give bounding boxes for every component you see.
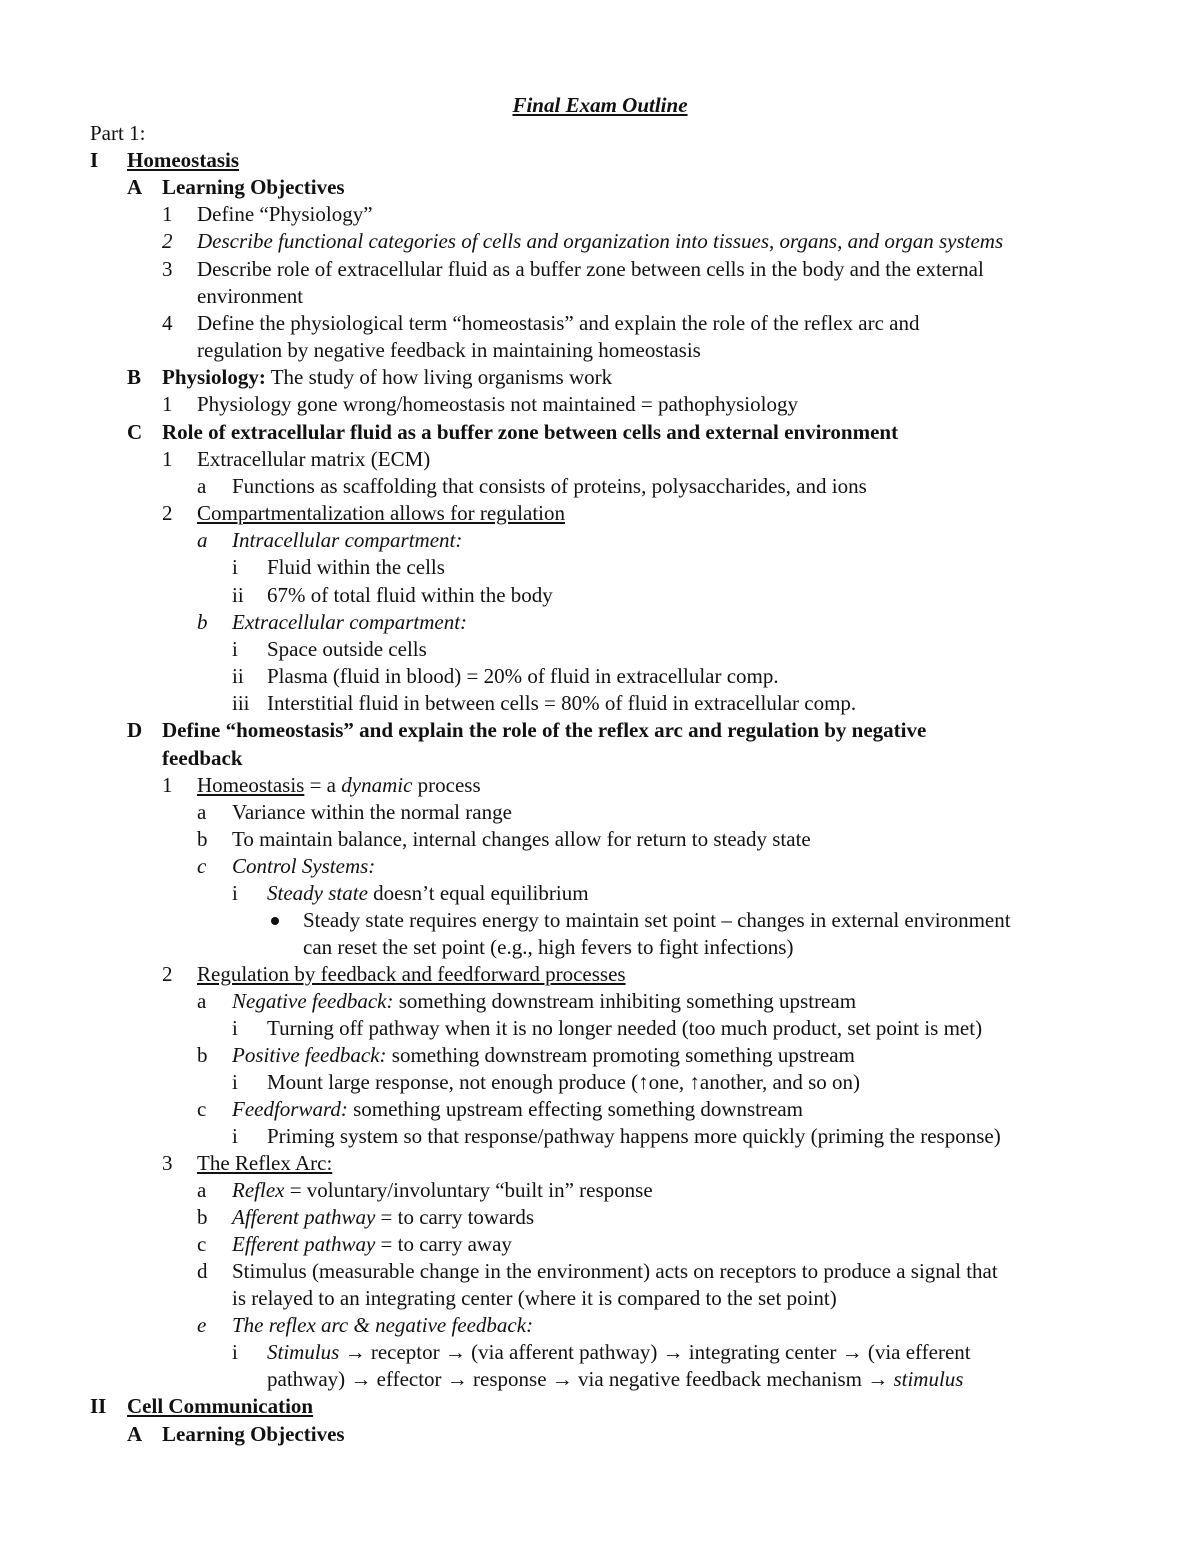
text-fragment: something upstream effecting something downstream [347, 1097, 803, 1121]
outline-text: Compartmentalization allows for regulation [197, 501, 565, 525]
outline-item [0, 1312, 1200, 1339]
outline-marker: a [197, 474, 207, 498]
outline-item [0, 1123, 1200, 1150]
term-label: Physiology: [162, 365, 266, 389]
outline-text: The reflex arc & negative feedback: [232, 1313, 534, 1337]
outline-marker: c [197, 854, 207, 878]
emphasis: Steady state [267, 881, 368, 905]
outline-marker: iii [232, 691, 250, 715]
outline-text: Extracellular compartment: [232, 610, 468, 634]
text-fragment: = to carry towards [375, 1205, 535, 1229]
outline-marker: 3 [162, 1151, 173, 1175]
outline-text [232, 1177, 653, 1204]
outline-item [0, 500, 1200, 527]
text-fragment: something downstream inhibiting something upstream [393, 989, 857, 1013]
outline-marker: a [197, 989, 207, 1013]
outline-text: To maintain balance, internal changes allow for return to steady state [232, 827, 811, 851]
text-fragment: process [412, 773, 481, 797]
outline-marker: b [197, 610, 208, 634]
outline-text: Define “Physiology” [197, 202, 373, 226]
bullet-icon [271, 917, 279, 925]
subsection-physiology [0, 364, 1200, 391]
outline-text [232, 1204, 534, 1231]
outline-text: Turning off pathway when it is no longer needed (too much product, set point is met) [267, 1016, 983, 1040]
outline-marker: I [90, 148, 99, 172]
outline-text: Intracellular compartment: [232, 528, 463, 552]
outline-marker: 4 [162, 311, 173, 335]
outline-item [0, 582, 1200, 609]
outline-item [0, 880, 1200, 907]
subsection-learning-objectives [0, 1421, 1200, 1448]
text-fragment: pathway) → effector → response → via negative feedback mechanism → [267, 1367, 894, 1391]
outline-item [0, 1339, 1200, 1366]
outline-marker: A [127, 175, 143, 199]
outline-continuation [0, 337, 1200, 364]
outline-item [0, 201, 1200, 228]
outline-item [0, 1015, 1200, 1042]
outline-item [0, 636, 1200, 663]
outline-text [232, 1231, 512, 1258]
outline-continuation [0, 745, 1200, 772]
outline-text: Physiology gone wrong/homeostasis not maintained = pathophysiology [197, 392, 798, 416]
outline-marker: b [197, 827, 208, 851]
outline-text: Define the physiological term “homeostasis” and explain the role of the reflex arc and [197, 311, 920, 335]
outline-text: environment [197, 284, 304, 308]
outline-marker: i [232, 1070, 238, 1094]
outline-text [267, 1339, 971, 1366]
outline-item [0, 1258, 1200, 1285]
emphasis: dynamic [341, 773, 413, 797]
outline-marker: a [197, 800, 207, 824]
outline-continuation [0, 1285, 1200, 1312]
subsection-extracellular-fluid [0, 419, 1200, 446]
outline-item [0, 1231, 1200, 1258]
text-fragment: = voluntary/involuntary “built in” response [284, 1178, 653, 1202]
text-fragment: = a [304, 773, 342, 797]
outline-item [0, 1177, 1200, 1204]
outline-text [232, 1096, 803, 1123]
outline-item [0, 1204, 1200, 1231]
text-fragment: → receptor → (via afferent pathway) → integrating center → (via efferent [339, 1340, 971, 1364]
outline-marker: i [232, 555, 238, 579]
outline-marker: 1 [162, 447, 173, 471]
outline-text: Mount large response, not enough produce (↑one, ↑another, and so on) [267, 1070, 861, 1094]
subsection-learning-objectives [0, 174, 1200, 201]
emphasis: stimulus [893, 1367, 964, 1391]
outline-marker: 2 [162, 229, 173, 253]
outline-item [0, 799, 1200, 826]
outline-marker: A [127, 1422, 143, 1446]
outline-item [0, 228, 1200, 255]
outline-item [0, 1096, 1200, 1123]
outline-item [0, 527, 1200, 554]
outline-marker: 1 [162, 202, 173, 226]
outline-marker: II [90, 1394, 107, 1418]
outline-marker: i [232, 637, 238, 661]
outline-marker: a [197, 1178, 207, 1202]
outline-text: regulation by negative feedback in maintaining homeostasis [197, 338, 701, 362]
bullet-item [0, 907, 1200, 934]
term-definition: The study of how living organisms work [265, 365, 613, 389]
outline-marker: B [127, 365, 142, 389]
outline-marker: b [197, 1043, 208, 1067]
subsection-heading: Learning Objectives [162, 175, 345, 199]
subsection-heading: feedback [162, 746, 243, 770]
subsection-define-homeostasis [0, 717, 1200, 744]
outline-item [0, 961, 1200, 988]
emphasis: Reflex [232, 1178, 285, 1202]
outline-text: Regulation by feedback and feedforward processes [197, 962, 626, 986]
outline-text: Plasma (fluid in blood) = 20% of fluid in extracellular comp. [267, 664, 779, 688]
page-title: Final Exam Outline [512, 93, 688, 117]
outline-text [267, 880, 589, 907]
outline-text: The Reflex Arc: [197, 1151, 333, 1175]
outline-marker: i [232, 1340, 238, 1364]
text-fragment: something downstream promoting something upstream [386, 1043, 855, 1067]
outline-item [0, 609, 1200, 636]
term-label: Homeostasis [197, 773, 305, 797]
outline-text: Priming system so that response/pathway happens more quickly (priming the response) [267, 1124, 1001, 1148]
outline-text: Describe functional categories of cells and organization into tissues, organs, and organ systems [197, 229, 1004, 253]
outline-item [0, 310, 1200, 337]
outline-item [0, 690, 1200, 717]
outline-marker: d [197, 1259, 208, 1283]
outline-item [0, 772, 1200, 799]
outline-marker: c [197, 1097, 207, 1121]
outline-item [0, 1042, 1200, 1069]
outline-item [0, 826, 1200, 853]
text-fragment: = to carry away [375, 1232, 512, 1256]
emphasis: Efferent pathway [232, 1232, 376, 1256]
outline-text: Describe role of extracellular fluid as a buffer zone between cells in the body and the external [197, 257, 984, 281]
outline-marker: b [197, 1205, 208, 1229]
part-label: Part 1: [90, 121, 146, 145]
outline-marker: C [127, 420, 143, 444]
outline-marker: 3 [162, 257, 173, 281]
outline-item [0, 473, 1200, 500]
outline-text [232, 1042, 855, 1069]
outline-text: Extracellular matrix (ECM) [197, 447, 431, 471]
outline-text [162, 364, 612, 391]
outline-item [0, 663, 1200, 690]
outline-item [0, 1150, 1200, 1177]
outline-item [0, 853, 1200, 880]
outline-text: Variance within the normal range [232, 800, 512, 824]
outline-text [197, 772, 481, 799]
outline-text [267, 1366, 963, 1393]
emphasis: Feedforward: [232, 1097, 348, 1121]
outline-item [0, 256, 1200, 283]
outline-text: Stimulus (measurable change in the environment) acts on receptors to produce a signal that [232, 1259, 998, 1283]
outline-marker: i [232, 1016, 238, 1040]
outline-text: can reset the set point (e.g., high fevers to fight infections) [303, 935, 794, 959]
outline-marker: e [197, 1313, 207, 1337]
outline-continuation [0, 1366, 1200, 1393]
section-cell-communication [0, 1393, 1200, 1420]
outline-marker: c [197, 1232, 207, 1256]
emphasis: Positive feedback: [232, 1043, 387, 1067]
subsection-heading: Learning Objectives [162, 1422, 345, 1446]
subsection-heading: Define “homeostasis” and explain the role of the reflex arc and regulation by negative [162, 718, 927, 742]
outline-marker: 2 [162, 962, 173, 986]
outline-item [0, 554, 1200, 581]
text-fragment: doesn’t equal equilibrium [367, 881, 589, 905]
outline-text: Control Systems: [232, 854, 376, 878]
outline-item [0, 988, 1200, 1015]
outline-item [0, 391, 1200, 418]
outline-text: Fluid within the cells [267, 555, 445, 579]
section-heading: Cell Communication [127, 1394, 314, 1418]
subsection-heading: Role of extracellular fluid as a buffer zone between cells and external environment [162, 420, 899, 444]
emphasis: Stimulus [267, 1340, 340, 1364]
outline-text: Functions as scaffolding that consists of proteins, polysaccharides, and ions [232, 474, 867, 498]
outline-marker: D [127, 718, 143, 742]
section-heading: Homeostasis [127, 148, 239, 172]
outline-marker: 1 [162, 773, 173, 797]
outline-marker: 2 [162, 501, 173, 525]
outline-text: is relayed to an integrating center (where it is compared to the set point) [232, 1286, 837, 1310]
section-homeostasis [0, 147, 1200, 174]
outline-text: Space outside cells [267, 637, 427, 661]
emphasis: Afferent pathway [232, 1205, 376, 1229]
part-label-row [0, 120, 1200, 147]
outline-continuation [0, 934, 1200, 961]
outline-marker: ii [232, 664, 244, 688]
outline-item [0, 446, 1200, 473]
outline-marker: i [232, 881, 238, 905]
outline-text: Steady state requires energy to maintain set point – changes in external environment [303, 908, 1011, 932]
outline-item [0, 1069, 1200, 1096]
outline-marker: ii [232, 583, 244, 607]
outline-marker: i [232, 1124, 238, 1148]
outline-text: 67% of total fluid within the body [267, 583, 553, 607]
outline-text [232, 988, 856, 1015]
outline-marker: a [197, 528, 208, 552]
emphasis: Negative feedback: [232, 989, 394, 1013]
outline-continuation [0, 283, 1200, 310]
outline-marker: 1 [162, 392, 173, 416]
outline-text: Interstitial fluid in between cells = 80% of fluid in extracellular comp. [267, 691, 857, 715]
